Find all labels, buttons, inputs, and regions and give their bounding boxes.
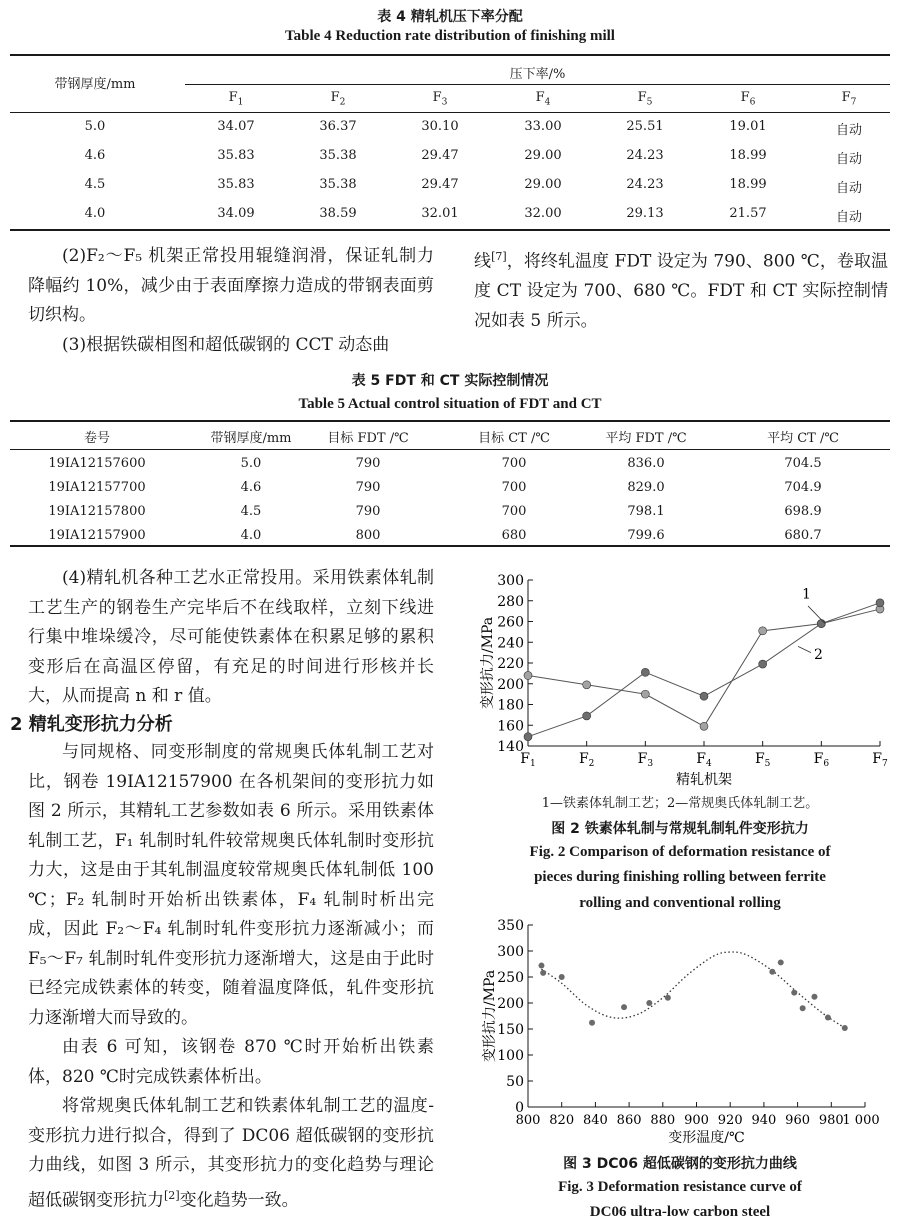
table4-bottom-rule [10,229,890,231]
table5-cell: 700 [501,480,527,495]
y-axis-label: 变形抗力/MPa [480,616,496,710]
table5-cell: 19IA12157600 [48,456,146,471]
scatter-point [589,1020,595,1026]
table5-cell: 790 [355,456,381,471]
table4-cell-value: 35.38 [319,177,357,192]
y-tick-label: 150 [497,1022,524,1038]
table4-cell-value: 35.38 [319,148,357,163]
table5-cell: 680 [501,528,527,543]
table4-header-rule [10,112,890,113]
figure-2-legend-note: 1—铁素体轧制工艺；2—常规奥氏体轧制工艺。 [541,796,819,811]
series-point-2 [817,620,825,628]
series-label-2: 2 [814,646,823,663]
y-tick-label: 50 [506,1074,524,1090]
x-tick-label: $F_2$ [578,751,595,769]
table5-cell: 700 [501,456,527,471]
paragraph-2: (2)F₂～F₅ 机架正常投用辊缝润滑，保证轧制力降幅约 10%，减少由于表面摩擦力造成的带钢表面剪切织构。 (3)根据铁碳相图和超低碳钢的 CCT 动态曲 [28,246,434,355]
table4-cell-value: 38.59 [319,206,357,221]
table4-cell-value: 自动 [835,181,862,196]
table5-header-rule [10,449,890,450]
table4-cell-value: 33.00 [524,119,562,134]
table5-top-rule [10,420,890,422]
y-tick-label: 200 [497,996,524,1012]
table4-cell-value: 34.09 [217,206,255,221]
y-tick-label: 300 [497,573,524,589]
series-point-2 [700,692,708,700]
table5-header-cell: 目标 FDT /℃ [327,431,409,446]
table4-cell-value: 35.83 [217,148,255,163]
scatter-point [540,970,546,976]
table4-cell-value: 18.99 [729,177,767,192]
scatter-point [791,990,797,996]
table5-title-en: Table 5 Actual control situation of FDT and CT [298,396,602,412]
table4-cell-value: 32.01 [421,206,459,221]
table4-cell-value: 29.13 [626,206,664,221]
x-tick-label: 840 [582,1113,608,1128]
figure-3-caption-cn: 图 3 DC06 超低碳钢的变形抗力曲线 [563,1156,797,1172]
table4-cell-value: 34.07 [217,119,255,134]
x-tick-label: $F_1$ [520,751,536,769]
table5-cell: 800 [355,528,381,543]
x-axis-label: 精轧机架 [676,772,732,788]
table5-cell: 698.9 [784,504,822,519]
figure-3-caption-en-2: DC06 ultra-low carbon steel [589,1204,771,1220]
figure-3-caption-en-1: Fig. 3 Deformation resistance curve of [558,1179,802,1195]
table4-cell-thickness: 4.6 [84,148,106,163]
figure-2-caption-en-2: pieces during finishing rolling between ferrite [534,869,826,885]
table5-cell: 798.1 [627,504,665,519]
table5-header-cell: 平均 FDT /℃ [605,431,687,446]
figure-2-caption-cn: 图 2 铁素体轧制与常规轧制轧件变形抗力 [551,821,809,837]
table4-title-en: Table 4 Reduction rate distribution of finishing mill [285,28,615,44]
section-heading: 2 精轧变形抗力分析 [10,714,173,735]
series-point-1 [759,627,767,635]
series-point-2 [876,599,884,607]
x-tick-label: $F_5$ [754,751,771,769]
table4-cell-value: 36.37 [319,119,357,134]
x-tick-label: 880 [650,1113,676,1128]
series-point-2 [759,660,767,668]
scatter-point [665,995,671,1001]
scatter-point [842,1025,848,1031]
table4-cell-value: 自动 [835,210,862,225]
table4-cell-value: 自动 [835,152,862,167]
series-leader-1 [808,606,825,624]
table4-cell-value: 24.23 [626,177,664,192]
x-tick-label: $F_4$ [696,751,712,769]
table4-cell-value: 29.47 [421,148,459,163]
table5-cell: 19IA12157900 [48,528,146,543]
table4-cell-value: 18.99 [729,148,767,163]
table5-bottom-rule [10,545,890,547]
y-tick-label: 100 [497,1048,524,1064]
table4-cell-thickness: 4.5 [84,177,106,192]
table4-cell-value: 24.23 [626,148,664,163]
table5-cell: 19IA12157800 [48,504,146,519]
table4-cell-thickness: 5.0 [84,119,106,134]
x-tick-label: $F_3$ [637,751,654,769]
table5-cell: 680.7 [784,528,822,543]
y-tick-label: 300 [497,944,524,960]
table4-cell-value: 30.10 [421,119,459,134]
x-tick-label: 1 000 [842,1113,880,1128]
paragraph-5: 与同规格、同变形制度的常规奥氏体轧制工艺对比，钢卷 19IA12157900 在各机架间的变形抗力如图 2 所示，其精轧工艺参数如表 6 所示。采用铁素体轧制工艺，F₁ 轧制时轧件较常规奥氏体轧制时变形抗力大，这是由于其轧制温度较常规奥氏体轧制低 100 ℃；F₂ 轧制时开始析出铁素体，F₄ 轧制时析出完成，因此 F₂～F₄ 轧制时轧件变形抗力逐渐减小；而 F₅～F₇ 轧制时轧件变形抗力逐渐增大，这是由于此时已经完成铁素体的转变，随着温度降低，轧件变形抗力逐渐增大而导致的。 由表 6 可知，该钢卷 870 ℃时开始析出铁素体，820 ℃时完成铁素体析出。 将常规奥氏体轧制工艺和铁素体轧制工艺的温度-变形抗力进行拟合，得到了 DC06 超低碳钢的变形抗力曲线，如图 3 所示，其变形抗力的变化趋势与理论超低碳钢变形抗力[2]变化趋势一致。 [28,742,434,1211]
table4-stand-header: $F_5$ [637,90,653,108]
table4-stand-header: $F_6$ [740,90,756,108]
table4-cell-value: 25.51 [626,119,664,134]
table4-cell-value: 29.00 [524,177,562,192]
table4-stand-header: $F_7$ [841,90,857,108]
table5-cell: 790 [355,480,381,495]
table5-header-cell: 卷号 [83,431,110,446]
table4-cell-value: 21.57 [729,206,767,221]
series-point-1 [524,671,532,679]
y-tick-label: 280 [497,593,524,610]
y-tick-label: 200 [497,676,524,693]
y-tick-label: 0 [515,1100,524,1116]
x-tick-label: 960 [785,1113,811,1128]
table4-col-group: 压下率/% [509,67,566,82]
series-point-1 [700,722,708,730]
x-tick-label: 820 [549,1113,575,1128]
table5-cell: 700 [501,504,527,519]
table4-stand-header: $F_2$ [330,90,346,108]
y-tick-label: 140 [497,739,524,755]
scatter-point [621,1004,627,1010]
table4-cell-value: 29.47 [421,177,459,192]
figure-2-chart [470,568,890,790]
table5-header-cell: 带钢厚度/mm [210,431,292,446]
scatter-point [778,959,784,965]
x-tick-label: 980 [818,1113,844,1128]
table4-title-cn: 表 4 精轧机压下率分配 [377,9,523,25]
table5-cell: 19IA12157700 [48,480,146,495]
x-tick-label: 920 [717,1113,743,1128]
series-point-2 [641,668,649,676]
series-label-1: 1 [802,586,811,603]
table5-cell: 799.6 [627,528,665,543]
x-tick-label: 900 [684,1113,709,1128]
y-tick-label: 240 [497,635,524,652]
table4-stand-header: $F_3$ [432,90,448,108]
paragraph-3-cont: 线[7]，将终轧温度 FDT 设定为 790、800 ℃，卷取温度 CT 设定为 700、680 ℃。FDT 和 CT 实际控制情况如表 5 所示。 [474,250,889,331]
series-point-2 [583,712,591,720]
x-tick-label: 800 [515,1113,541,1128]
table4-cell-value: 自动 [835,123,862,138]
series-point-1 [641,690,649,698]
table5-header-cell: 目标 CT /℃ [478,431,550,446]
scatter-point [769,969,775,975]
figure-3-chart [470,915,890,1147]
y-tick-label: 220 [497,656,524,672]
scatter-point [646,1000,652,1006]
x-tick-label: 940 [751,1113,777,1128]
figure-2-caption-en-1: Fig. 2 Comparison of deformation resistance of [529,844,831,860]
x-axis-label: 变形温度/℃ [668,1130,745,1146]
paragraph-4: (4)精轧机各种工艺水正常投用。采用铁素体轧制工艺生产的钢卷生产完毕后不在线取样，立刻下线进行集中堆垛缓冷，尽可能使铁素体在积累足够的累积变形后在高温区停留，有充足的时间进行形核并长大，从而提高 n 和 r 值。 [28,568,434,706]
x-tick-label: 860 [616,1113,642,1128]
fit-curve [541,952,844,1028]
table4-col-thickness: 带钢厚度/mm [54,77,136,92]
table4-top-rule [10,54,890,56]
table4-cell-thickness: 4.0 [84,206,106,221]
scatter-point [800,1005,806,1011]
table5-cell: 836.0 [627,456,665,471]
table5-cell: 704.5 [784,456,822,471]
scatter-point [811,994,817,1000]
table5-cell: 4.6 [240,480,262,495]
table4-stand-header: $F_4$ [535,90,551,108]
y-tick-label: 160 [497,718,524,735]
x-tick-label: $F_7$ [872,751,888,769]
table4-cell-value: 29.00 [524,148,562,163]
table5-header-cell: 平均 CT /℃ [767,431,839,446]
series-line-1 [528,609,880,726]
table5-cell: 790 [355,504,381,519]
table5-title-cn: 表 5 FDT 和 CT 实际控制情况 [351,373,549,389]
y-tick-label: 260 [497,614,524,631]
x-tick-label: $F_6$ [813,751,830,769]
series-point-1 [583,681,591,689]
scatter-point [538,963,544,969]
y-axis-label: 变形抗力/MPa [482,969,498,1063]
table4-group-rule [185,84,890,85]
table4-cell-value: 19.01 [729,119,767,134]
table5-cell: 704.9 [784,480,822,495]
y-tick-label: 250 [497,970,524,986]
table4-stand-header: $F_1$ [228,90,244,108]
series-leader-2 [798,646,811,652]
scatter-point [559,974,565,980]
table5-cell: 4.0 [240,528,262,543]
y-tick-label: 180 [497,697,524,714]
table5-cell: 5.0 [240,456,262,471]
table5-cell: 4.5 [240,504,262,519]
series-point-2 [524,733,532,741]
scatter-point [825,1015,831,1021]
figure-2-caption-en-3: rolling and conventional rolling [579,895,781,911]
table4-cell-value: 32.00 [524,206,562,221]
table4-cell-value: 35.83 [217,177,255,192]
table5-cell: 829.0 [627,480,665,495]
series-line-2 [528,603,880,737]
y-tick-label: 350 [497,918,524,934]
